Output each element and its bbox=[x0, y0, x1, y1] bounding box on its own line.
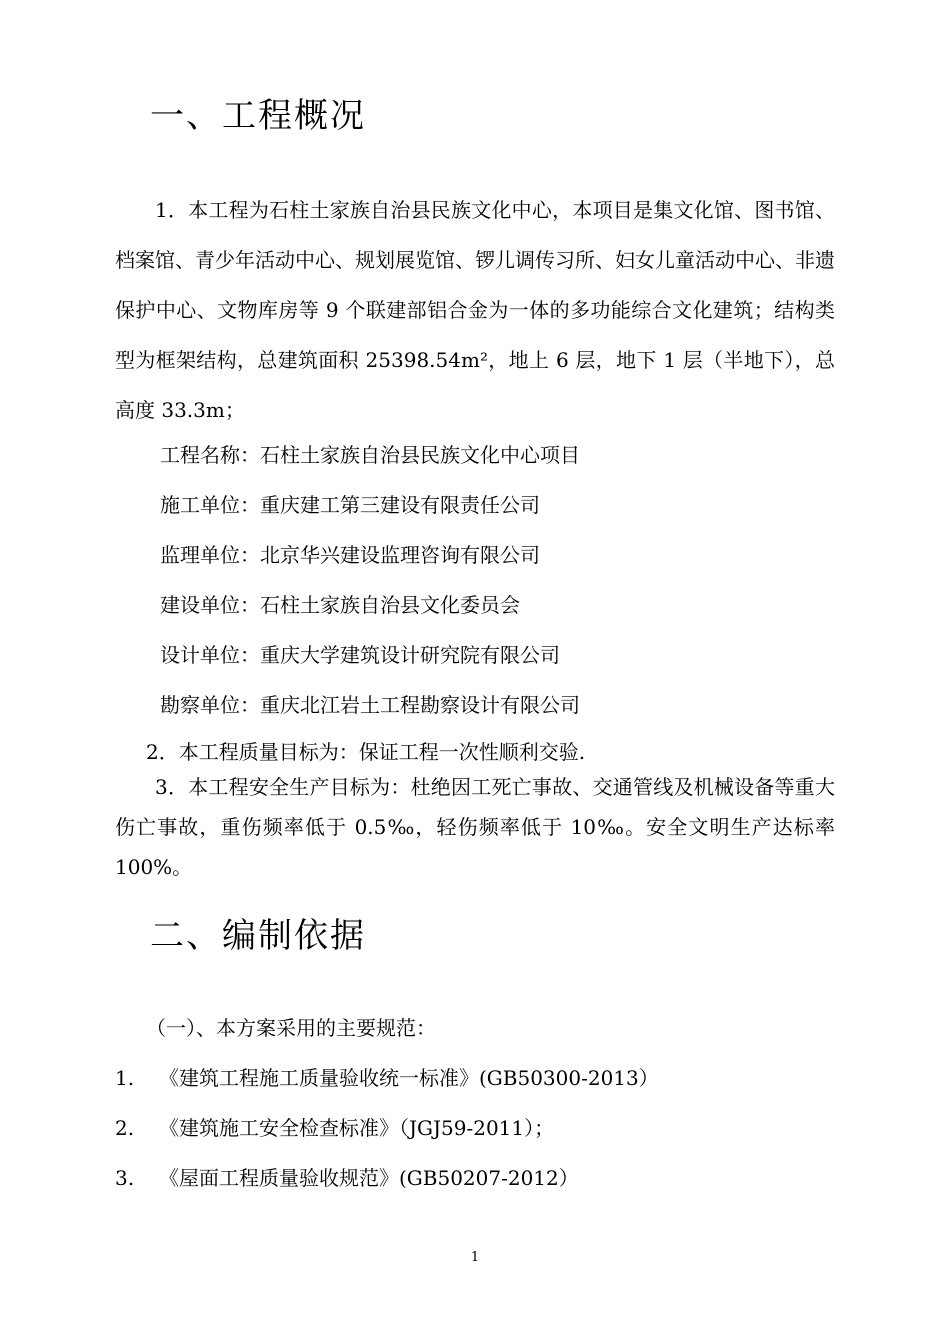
subheading-standards: （一）、本方案采用的主要规范： bbox=[146, 1016, 436, 1040]
list-item-text: 《建筑施工安全检查标准》（JGJ59-2011）； bbox=[159, 1116, 555, 1140]
info-project-name: 工程名称：石柱土家族自治县民族文化中心项目 bbox=[160, 443, 580, 467]
info-supervision-unit: 监理单位：北京华兴建设监理咨询有限公司 bbox=[160, 543, 540, 567]
section-heading-overview: 一、工程概况 bbox=[150, 96, 366, 136]
info-design-unit: 设计单位：重庆大学建筑设计研究院有限公司 bbox=[160, 643, 560, 667]
paragraph-project-description: 1．本工程为石柱土家族自治县民族文化中心，本项目是集文化馆、图书馆、档案馆、青少年活动中心、规划展览馆、锣儿调传习所、妇女儿童活动中心、非遗保护中心、文物库房等 9 个联建部铝合金为一体的多功能综合文化建筑；结构类型为框架结构，总建筑面积 25398.54m²，地上 6 层，地下 1 层（半地下），总高度 33.3m； bbox=[115, 198, 835, 422]
paragraph-safety-target: 3．本工程安全生产目标为：杜绝因工死亡事故、交通管线及机械设备等重大伤亡事故，重伤频率低于 0.5‰，轻伤频率低于 10‰。安全文明生产达标率 100%。 bbox=[115, 775, 835, 879]
info-construction-unit: 施工单位：重庆建工第三建设有限责任公司 bbox=[160, 493, 540, 517]
list-item-text: 《建筑工程施工质量验收统一标准》(GB50300-2013） bbox=[159, 1066, 659, 1090]
list-item-text: 《屋面工程质量验收规范》(GB50207-2012） bbox=[159, 1166, 579, 1190]
list-item-number: 3. bbox=[115, 1166, 135, 1190]
list-item-reference bbox=[115, 1163, 579, 1193]
section-heading-basis: 二、编制依据 bbox=[150, 916, 366, 956]
info-survey-unit: 勘察单位：重庆北江岩土工程勘察设计有限公司 bbox=[160, 693, 580, 717]
list-item-number: 2. bbox=[115, 1116, 135, 1140]
paragraph-quality-target: 2．本工程质量目标为：保证工程一次性顺利交验. bbox=[146, 740, 586, 764]
list-item-reference bbox=[115, 1113, 554, 1143]
page-number: 1 bbox=[470, 1250, 480, 1265]
info-owner-unit: 建设单位：石柱土家族自治县文化委员会 bbox=[160, 593, 520, 617]
list-item-reference bbox=[115, 1063, 659, 1093]
list-item-number: 1. bbox=[115, 1066, 135, 1090]
